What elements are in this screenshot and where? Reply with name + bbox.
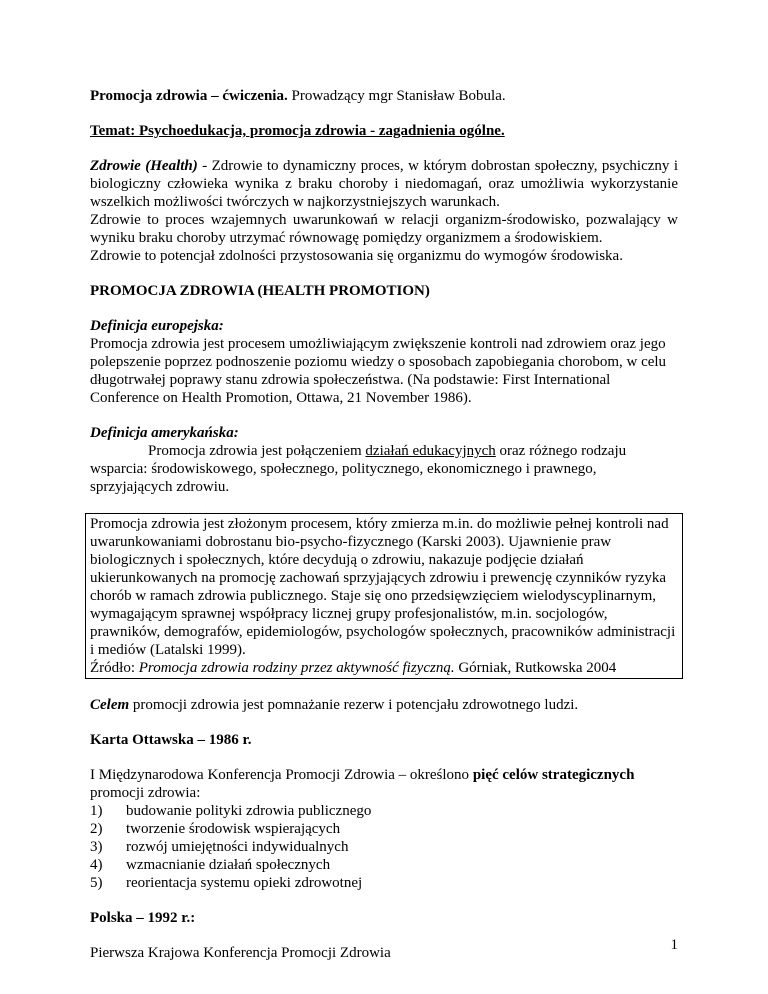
american-definition-label: Definicja amerykańska: xyxy=(90,425,239,441)
quote-box-text: Promocja zdrowia jest złożonym procesem, który zmierza m.in. do możliwie pełnej kontroli nad uwarunkowaniami dobrostanu bio-psycho-fizycznego (Karski 2003). Ujawnienie praw biologicznych i społecznych, które decydują o zdrowiu, nakazuje podjęcie działań ukierunkowanych na promocję zachowań sprzyjających zdrowiu i prewencję czynników ryzyka chorób w ramach zdrowia publicznego. Staje się ono przedsięwzięciem wielodyscyplinarnym, wymagającym sprawnej współpracy licznej grupy profesjonalistów, m.in. socjologów, prawników, demografów, epidemiologów, psychologów społecznych, pracowników administracji i mediów (Latalski 1999). xyxy=(90,516,676,658)
list-item-label: budowanie polityki zdrowia publicznego xyxy=(126,803,372,819)
list-item-number: 2) xyxy=(90,821,103,837)
promotion-heading: PROMOCJA ZDROWIA (HEALTH PROMOTION) xyxy=(90,283,430,299)
list-item-label: tworzenie środowisk wspierających xyxy=(126,821,341,837)
poland-heading: Polska – 1992 r.: xyxy=(90,910,196,926)
quote-box xyxy=(85,513,683,679)
quote-box-source xyxy=(90,659,678,677)
goal-term: Celem xyxy=(90,697,130,713)
american-text-underlined: działań edukacyjnych xyxy=(365,443,496,459)
source-label: Źródło: xyxy=(90,660,139,676)
ottawa-intro-after: promocji zdrowia: xyxy=(90,785,201,801)
list-item-label: reorientacja systemu opieki zdrowotnej xyxy=(126,875,363,891)
instructor-text: Prowadzący mgr Stanisław Bobula. xyxy=(287,88,506,104)
poland-text: Pierwsza Krajowa Konferencja Promocji Zdrowia xyxy=(90,945,391,961)
goal-text: promocji zdrowia jest pomnażanie rezerw i potencjału zdrowotnego ludzi. xyxy=(129,697,579,713)
list-item xyxy=(90,802,678,820)
european-definition-text: Promocja zdrowia jest procesem umożliwiającym zwiększenie kontroli nad zdrowiem oraz jego polepszenie poprzez podnoszenie poziomu wiedzy o sposobach zapobiegania chorobom, w celu długotrwałej poprawy stanu zdrowia społeczeństwa. (Na podstawie: First International Conference on Health Promotion, Ottawa, 21 November 1986). xyxy=(90,336,667,406)
list-item-number: 4) xyxy=(90,857,103,873)
page-number: 1 xyxy=(670,937,678,953)
list-item-number: 1) xyxy=(90,803,103,819)
american-definition-text xyxy=(90,442,678,496)
source-title: Promocja zdrowia rodziny przez aktywność fizyczną. xyxy=(138,660,455,676)
ottawa-intro-before: I Międzynarodowa Konferencja Promocji Zdrowia – określono xyxy=(90,767,473,783)
health-term: Zdrowie (Health) xyxy=(90,158,198,174)
list-item xyxy=(90,874,678,892)
strategic-goals-list xyxy=(90,802,678,892)
list-item-number: 3) xyxy=(90,839,103,855)
health-definition-2: Zdrowie to proces wzajemnych uwarunkowań w relacji organizm-środowisko, pozwalający w wyniku braku choroby utrzymać równowagę pomiędzy organizmem a środowiskiem. xyxy=(90,212,678,246)
document-content xyxy=(90,87,678,962)
course-title: Promocja zdrowia – ćwiczenia. xyxy=(90,88,288,104)
american-text-before: Promocja zdrowia jest połączeniem xyxy=(148,443,366,459)
european-definition-label: Definicja europejska: xyxy=(90,318,224,334)
ottawa-intro xyxy=(90,766,678,802)
list-item xyxy=(90,838,678,856)
list-item xyxy=(90,820,678,838)
list-item-label: rozwój umiejętności indywidualnych xyxy=(126,839,349,855)
ottawa-heading: Karta Ottawska – 1986 r. xyxy=(90,732,252,748)
health-definition-1 xyxy=(90,157,678,211)
list-item-label: wzmacnianie działań społecznych xyxy=(126,857,331,873)
course-header xyxy=(90,87,678,105)
health-definition-1-text: - Zdrowie to dynamiczny proces, w którym dobrostan społeczny, psychiczny i biologiczny człowieka wynika z braku choroby i niedomagań, oraz umożliwia wykorzystanie wszelkich możliwości twórczych w najkorzystniejszych warunkach. xyxy=(90,158,678,210)
list-item-number: 5) xyxy=(90,875,103,891)
topic-heading: Temat: Psychoedukacja, promocja zdrowia - zagadnienia ogólne. xyxy=(90,123,505,139)
ottawa-intro-bold: pięć celów strategicznych xyxy=(472,767,635,783)
list-item xyxy=(90,856,678,874)
health-definition-3: Zdrowie to potencjał zdolności przystosowania się organizmu do wymogów środowiska. xyxy=(90,248,623,264)
american-text-after: oraz różnego rodzaju wsparcia: środowiskowego, społecznego, politycznego, ekonomicznego i prawnego, sprzyjających zdrowiu. xyxy=(90,443,627,495)
goal-statement xyxy=(90,696,678,714)
source-authors: Górniak, Rutkowska 2004 xyxy=(454,660,617,676)
